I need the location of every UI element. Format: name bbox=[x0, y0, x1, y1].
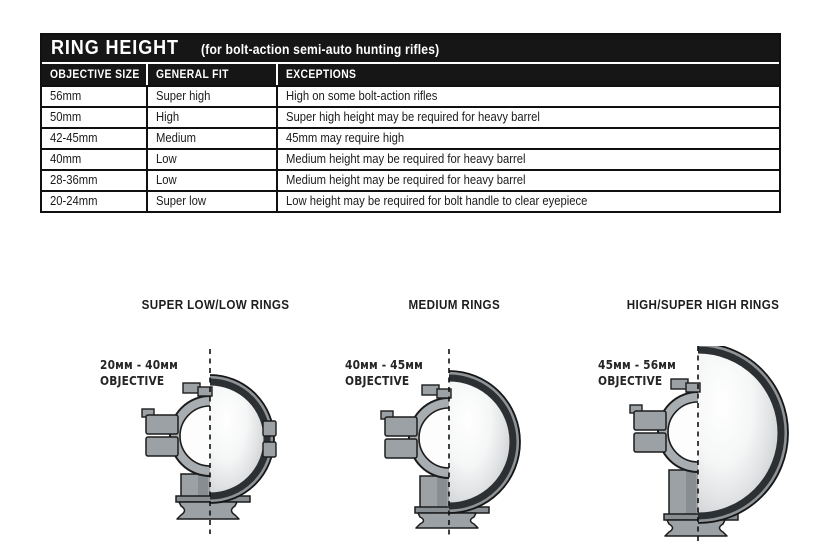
cell-size-5: 28-36mm bbox=[42, 171, 146, 190]
cell-size-4: 40mm bbox=[42, 150, 146, 169]
cell-size-2: 50mm bbox=[42, 108, 146, 127]
cell-fit-6: Super low bbox=[148, 192, 276, 211]
diagram-medium-rings bbox=[329, 298, 579, 544]
objective-range-text: 45ᴍᴍ - 56ᴍᴍ bbox=[598, 357, 677, 372]
scope-ring-illustration-high bbox=[578, 346, 816, 544]
diagram-title: HIGH/SUPER HIGH RINGS bbox=[626, 298, 780, 312]
objective-range-text: 40ᴍᴍ - 45ᴍᴍ bbox=[345, 357, 424, 372]
objective-caption-text: OBJECTIVE bbox=[598, 373, 663, 388]
objective-caption-text: OBJECTIVE bbox=[100, 373, 165, 388]
diagram-super-low-low-rings bbox=[90, 298, 340, 544]
diagram-title: MEDIUM RINGS bbox=[408, 298, 500, 312]
cell-exceptions-4: Medium height may be required for heavy barrel bbox=[278, 150, 779, 169]
cell-fit-1: Super high bbox=[148, 87, 276, 106]
scope-ring-illustration-low bbox=[90, 346, 340, 544]
table-title: RING HEIGHT bbox=[51, 37, 179, 59]
table-header-row bbox=[42, 64, 779, 85]
table-title-bar bbox=[42, 35, 779, 64]
cell-size-1: 56mm bbox=[42, 87, 146, 106]
cell-exceptions-1: High on some bolt-action rifles bbox=[278, 87, 779, 106]
ring-height-table bbox=[40, 33, 781, 213]
cell-fit-4: Low bbox=[148, 150, 276, 169]
objective-range-text: 20ᴍᴍ - 40ᴍᴍ bbox=[100, 357, 179, 372]
diagram-title: SUPER LOW/LOW RINGS bbox=[141, 298, 289, 312]
cell-fit-5: Low bbox=[148, 171, 276, 190]
column-header-exceptions: EXCEPTIONS bbox=[278, 64, 779, 85]
cell-size-3: 42-45mm bbox=[42, 129, 146, 148]
column-header-general-fit: GENERAL FIT bbox=[148, 64, 276, 85]
table-subtitle: (for bolt-action semi-auto hunting rifles) bbox=[201, 42, 440, 57]
column-header-objective-size: OBJECTIVE SIZE bbox=[42, 64, 146, 85]
objective-caption-text: OBJECTIVE bbox=[345, 373, 410, 388]
cell-size-6: 20-24mm bbox=[42, 192, 146, 211]
diagram-high-super-high-rings bbox=[578, 298, 816, 544]
cell-exceptions-6: Low height may be required for bolt handle to clear eyepiece bbox=[278, 192, 779, 211]
table-body bbox=[42, 85, 779, 211]
scope-ring-illustration-medium bbox=[329, 346, 579, 544]
cell-fit-3: Medium bbox=[148, 129, 276, 148]
cell-exceptions-3: 45mm may require high bbox=[278, 129, 779, 148]
cell-exceptions-5: Medium height may be required for heavy barrel bbox=[278, 171, 779, 190]
cell-exceptions-2: Super high height may be required for heavy barrel bbox=[278, 108, 779, 127]
cell-fit-2: High bbox=[148, 108, 276, 127]
